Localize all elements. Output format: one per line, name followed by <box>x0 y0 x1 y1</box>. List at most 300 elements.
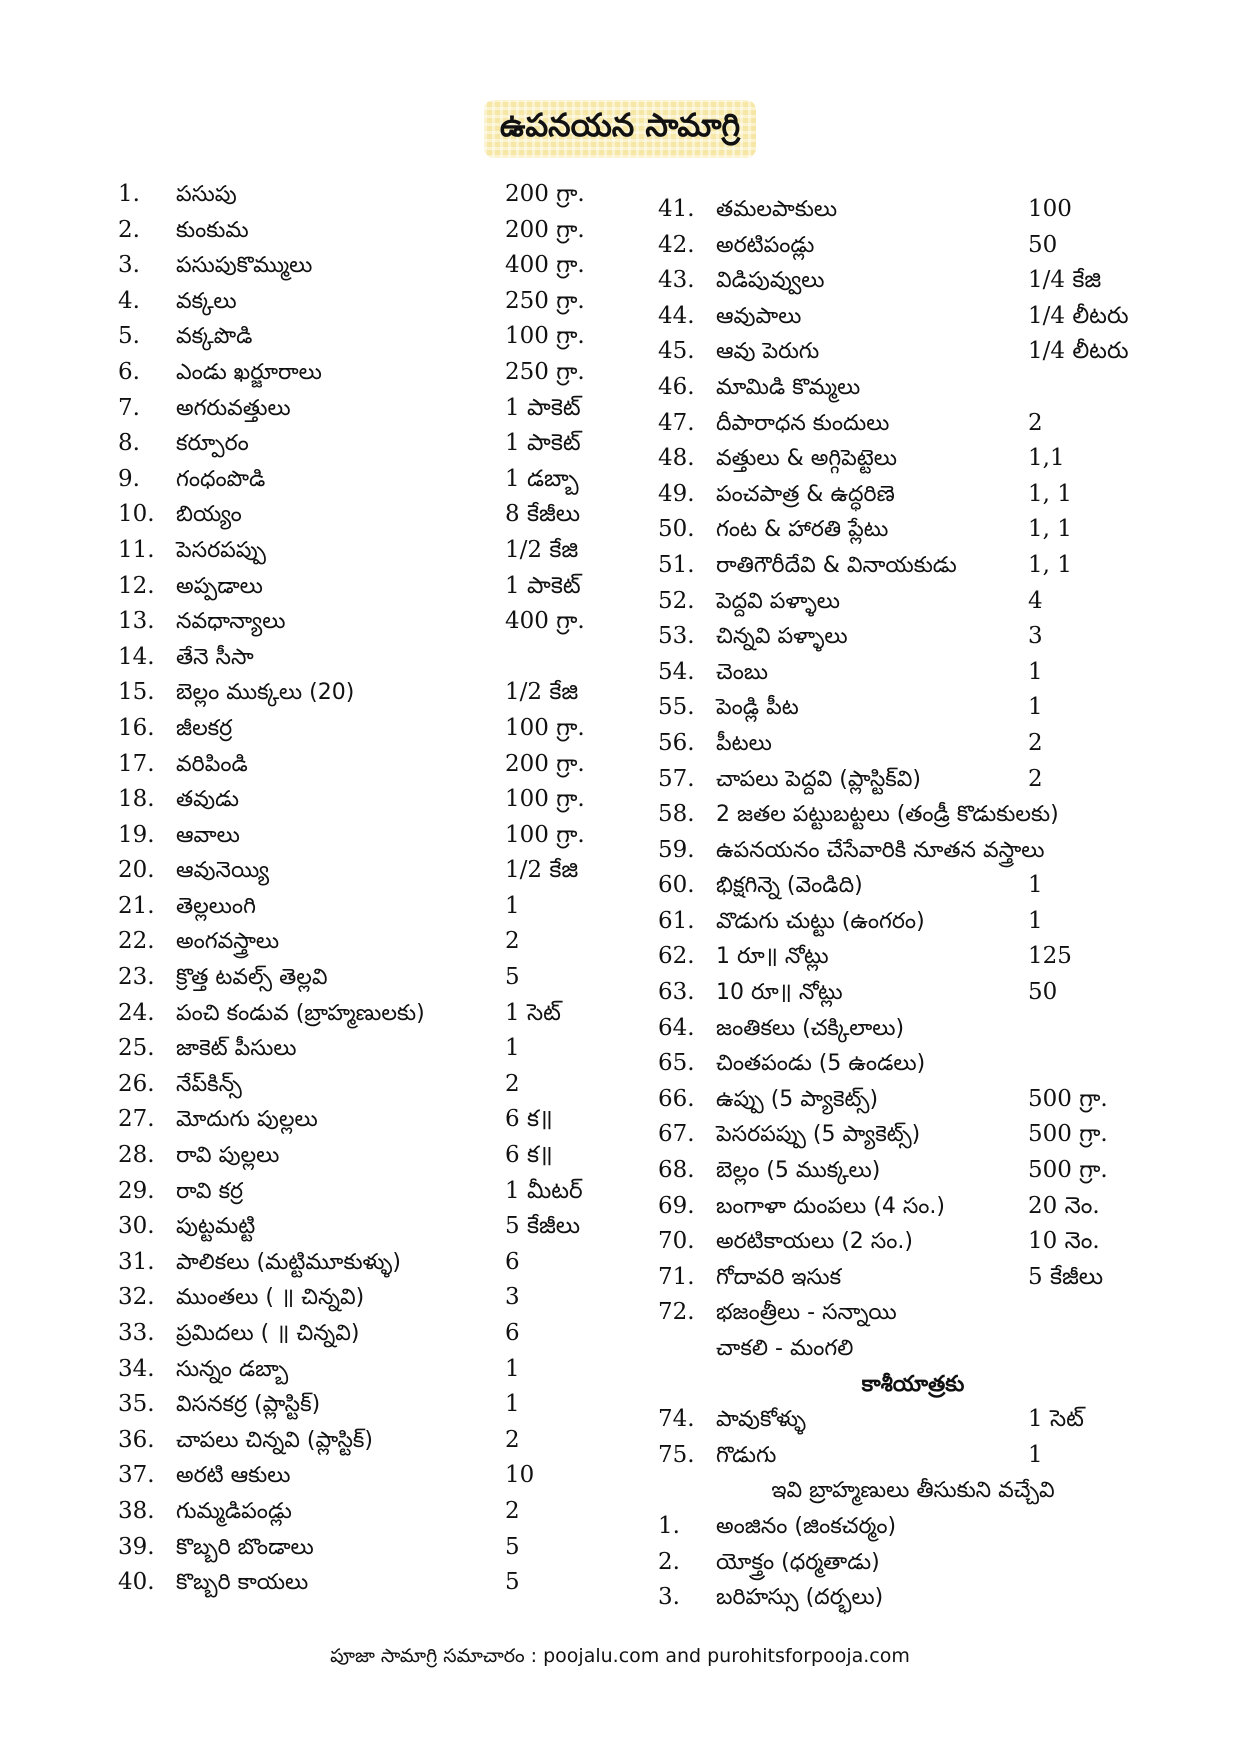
item-num: 6. <box>118 358 140 385</box>
item-name: భిక్షగిన్నె (వెండిది) <box>716 873 863 899</box>
item-num: 43. <box>658 267 695 294</box>
item-qty: 6 <box>505 1248 520 1275</box>
list-item <box>658 406 1168 442</box>
list-item <box>658 1580 1168 1616</box>
item-name: పీటలు <box>716 730 772 756</box>
item-name: జాకెట్ పీసులు <box>176 1036 297 1062</box>
item-num: 2. <box>118 216 140 243</box>
item-num: 63. <box>658 979 695 1006</box>
item-num: 11. <box>118 536 155 563</box>
item-name: జంతికలు (చక్కిలాలు) <box>716 1015 905 1041</box>
item-name: పసుపు <box>176 182 237 207</box>
item-qty: 2 <box>1028 409 1043 436</box>
list-item <box>118 1102 618 1138</box>
list-item <box>658 726 1168 762</box>
list-item <box>658 477 1168 513</box>
kasi-items <box>658 1402 1168 1473</box>
item-name: క్రొత్త టవల్స్ తెల్లవి <box>176 965 328 991</box>
item-name: చాపలు పెద్దవి (ప్లాస్టిక్‌వి) <box>716 766 921 792</box>
item-num: 47. <box>658 409 695 436</box>
item-name: కొబ్బరి కాయలు <box>176 1570 309 1596</box>
item-qty: 125 <box>1028 943 1072 970</box>
list-item <box>658 1046 1168 1082</box>
item-name: భజంత్రీలు - సన్నాయి <box>716 1300 897 1326</box>
list-item <box>658 1438 1168 1474</box>
list-item <box>658 1545 1168 1581</box>
item-name: గుమ్మడిపండ్లు <box>176 1498 292 1524</box>
item-qty: 100 <box>1028 196 1072 222</box>
item-num: 69. <box>658 1192 695 1219</box>
item-num: 38. <box>118 1497 155 1524</box>
item-name: చిన్నవి పళ్ళాలు <box>716 624 848 650</box>
item-name: తేనె సీసా <box>176 644 254 670</box>
item-name: మోదుగు పుల్లలు <box>176 1107 318 1133</box>
item-name: ఆవునెయ్యి <box>176 858 270 884</box>
item-num: 58. <box>658 801 695 828</box>
item-num: 15. <box>118 679 155 706</box>
list-item <box>658 1402 1168 1438</box>
item-num: 37. <box>118 1462 155 1489</box>
item-qty: 1 <box>1028 658 1043 685</box>
item-qty: 6 <box>505 1320 520 1346</box>
item-num: 48. <box>658 445 695 472</box>
list-item <box>658 1082 1168 1118</box>
item-num: 4. <box>118 287 140 314</box>
item-qty: 3 <box>505 1284 520 1311</box>
right-column-list <box>658 192 1168 1616</box>
list-item <box>118 319 618 355</box>
item-num: 64. <box>658 1014 695 1041</box>
item-qty: 1,1 <box>1028 445 1065 472</box>
list-item <box>118 1352 618 1388</box>
item-name: పసుపుకొమ్ములు <box>176 253 313 279</box>
item-qty: 1/2 కేజి <box>505 536 579 563</box>
item-qty: 500 గ్రా. <box>1028 1121 1108 1148</box>
item-name: ఉప్పు (5 ప్యాకెట్స్) <box>716 1086 879 1112</box>
list-item <box>658 1117 1168 1153</box>
list-item <box>658 619 1168 655</box>
list-item <box>118 996 618 1032</box>
list-item <box>118 1138 618 1174</box>
item-name: ఆవాలు <box>176 822 240 848</box>
item-qty: 2 <box>505 1070 520 1097</box>
list-item <box>658 192 1168 228</box>
item-qty: 1 పాకెట్ <box>505 430 581 457</box>
item-name: గంట & హారతి ప్లేటు <box>716 517 889 543</box>
item-qty: 100 గ్రా. <box>505 714 585 741</box>
list-item <box>118 1316 618 1352</box>
item-name: తమలపాకులు <box>716 197 838 222</box>
item-num: 40. <box>118 1569 155 1596</box>
list-item <box>658 1260 1168 1296</box>
item-qty: 1 <box>1028 907 1043 934</box>
item-qty: 1 <box>505 1355 520 1382</box>
kasi-heading: కాశీయాత్రకు <box>861 1371 965 1397</box>
list-item <box>658 904 1168 940</box>
item-qty: 200 గ్రా. <box>505 216 585 243</box>
item-name: యోక్త్రం (ధర్మతాడు) <box>716 1549 880 1575</box>
list-item <box>118 497 618 533</box>
item-num: 59. <box>658 836 695 863</box>
item-name: పుట్టమట్టి <box>176 1214 256 1240</box>
item-qty: 4 <box>1028 587 1043 614</box>
item-num: 1. <box>118 181 140 207</box>
item-num: 17. <box>118 750 155 777</box>
item-qty: 1 మీటర్ <box>505 1177 583 1204</box>
list-item <box>658 939 1168 975</box>
item-name: బంగాళా దుంపలు (4 సం.) <box>716 1193 945 1219</box>
item-num: 18. <box>118 786 155 813</box>
item-num: 51. <box>658 551 695 578</box>
item-name: పంచి కండువ (బ్రాహ్మణులకు) <box>176 1000 425 1026</box>
item-name: 2 జతల పట్టుబట్టలు (తండ్రీ కొడుకులకు) <box>716 802 1059 828</box>
list-item <box>118 1031 618 1067</box>
item-qty: 8 కేజీలు <box>505 501 581 528</box>
item-name: అంజినం (జింకచర్మం) <box>716 1513 897 1539</box>
item-qty: 1 <box>505 1035 520 1062</box>
list-item <box>118 924 618 960</box>
item-qty: 1/4 లీటరు <box>1028 302 1129 329</box>
item-name: ఆవుపాలు <box>716 303 802 329</box>
item-name: అంగవస్త్రాలు <box>176 929 280 955</box>
list-item <box>658 655 1168 691</box>
item-num: 34. <box>118 1355 155 1382</box>
list-item <box>118 1423 618 1459</box>
item-name: పెద్దవి పళ్ళాలు <box>716 588 840 614</box>
item-num: 75. <box>658 1441 695 1468</box>
list-item <box>118 782 618 818</box>
item-name: తవుడు <box>176 787 239 813</box>
list-item <box>118 1245 618 1281</box>
item-num: 13. <box>118 608 155 635</box>
list-item <box>658 1011 1168 1047</box>
item-name: పెసరపప్పు <box>176 537 266 563</box>
list-item <box>118 248 618 284</box>
list-item <box>658 1295 1168 1331</box>
list-item <box>118 1280 618 1316</box>
left-column-list <box>118 177 618 1601</box>
right-items <box>658 192 1168 1367</box>
item-name: బియ్యం <box>176 502 242 528</box>
item-qty: 400 గ్రా. <box>505 608 585 635</box>
item-name: కుంకుమ <box>176 217 249 243</box>
brahmin-note: ఇవి బ్రాహ్మణులు తీసుకుని వచ్చేవి <box>771 1478 1055 1504</box>
item-name: రావి కర్ర <box>176 1178 244 1204</box>
item-qty: 1 పాకెట్ <box>505 394 581 421</box>
list-item <box>118 747 618 783</box>
item-num: 22. <box>118 928 155 955</box>
item-num: 25. <box>118 1035 155 1062</box>
list-item <box>118 1565 618 1601</box>
item-name: వత్తులు & అగ్గిపెట్టెలు <box>716 446 897 472</box>
list-item <box>118 960 618 996</box>
item-name: విడిపువ్వులు <box>716 268 825 294</box>
item-num: 28. <box>118 1142 155 1169</box>
item-num: 33. <box>118 1320 155 1346</box>
item-num: 52. <box>658 587 695 614</box>
list-item <box>658 1509 1168 1545</box>
item-qty: 2 <box>505 928 520 955</box>
item-qty: 1, 1 <box>1028 551 1072 578</box>
item-qty: 250 గ్రా. <box>505 358 585 385</box>
item-num: 46. <box>658 373 695 400</box>
item-qty: 5 <box>505 964 520 991</box>
item-num: 60. <box>658 872 695 899</box>
item-name: రావి పుల్లలు <box>176 1143 280 1169</box>
list-item <box>118 640 618 676</box>
list-item <box>118 1209 618 1245</box>
item-qty: 3 <box>1028 623 1043 650</box>
item-num: 14. <box>118 643 155 670</box>
item-qty: 250 గ్రా. <box>505 287 585 314</box>
item-num: 35. <box>118 1391 155 1418</box>
list-item <box>118 391 618 427</box>
list-item <box>658 1331 1168 1367</box>
item-qty: 50 <box>1028 979 1058 1006</box>
list-item <box>118 1530 618 1566</box>
item-qty: 1 <box>1028 694 1043 721</box>
item-name: బరిహస్సు (దర్భలు) <box>716 1585 884 1611</box>
item-qty: 1 <box>1028 1441 1043 1468</box>
item-name: బెల్లం ముక్కలు (20) <box>176 680 355 706</box>
list-item <box>658 263 1168 299</box>
list-item <box>658 797 1168 833</box>
item-num: 20. <box>118 857 155 884</box>
list-item <box>658 833 1168 869</box>
item-name: అరటి ఆకులు <box>176 1463 291 1489</box>
item-name: ఉపనయనం చేసేవారికి నూతన వస్త్రాలు <box>716 837 1045 863</box>
item-qty: 200 గ్రా. <box>505 750 585 777</box>
item-name: నేప్‌కిన్స్ <box>176 1071 242 1097</box>
item-name: దీపారాధన కుందులు <box>716 410 890 436</box>
item-qty: 20 నెం. <box>1028 1192 1100 1219</box>
item-name: పెండ్లి పీట <box>716 695 799 721</box>
item-name: సున్నం డబ్బా <box>176 1356 289 1382</box>
item-qty: 1 డబ్బా <box>505 465 579 492</box>
item-num: 65. <box>658 1050 695 1077</box>
item-name: వరిపిండి <box>176 751 248 777</box>
item-name: ముంతలు ( ॥ చిన్నవి) <box>176 1285 365 1311</box>
list-item <box>118 284 618 320</box>
list-item <box>658 868 1168 904</box>
item-qty: 200 గ్రా. <box>505 181 585 207</box>
item-qty: 2 <box>1028 729 1043 756</box>
item-num: 8. <box>118 430 140 457</box>
item-qty: 500 గ్రా. <box>1028 1085 1108 1112</box>
list-item <box>658 975 1168 1011</box>
item-name: చెంబు <box>716 659 768 685</box>
item-name: బెల్లం (5 ముక్కలు) <box>716 1158 881 1184</box>
list-item <box>118 426 618 462</box>
list-item <box>658 441 1168 477</box>
item-num: 32. <box>118 1284 155 1311</box>
item-num: 12. <box>118 572 155 599</box>
item-qty: 10 <box>505 1462 535 1489</box>
item-num: 27. <box>118 1106 155 1133</box>
item-name: విసనకర్ర (ప్లాస్టిక్) <box>176 1392 321 1418</box>
list-item <box>118 604 618 640</box>
list-item <box>658 228 1168 264</box>
list-item <box>658 1153 1168 1189</box>
item-qty: 1 <box>505 892 520 919</box>
item-name: జీలకర్ర <box>176 715 233 741</box>
item-num: 3. <box>118 252 140 279</box>
list-item <box>118 1174 618 1210</box>
item-num: 16. <box>118 714 155 741</box>
list-item <box>658 1189 1168 1225</box>
item-num: 26. <box>118 1070 155 1097</box>
item-num: 55. <box>658 694 695 721</box>
item-name: గోదావరి ఇసుక <box>716 1264 842 1290</box>
item-qty: 1 <box>505 1391 520 1418</box>
item-num: 54. <box>658 658 695 685</box>
brahmin-items <box>658 1509 1168 1616</box>
item-num: 1. <box>658 1512 680 1539</box>
item-qty: 10 నెం. <box>1028 1228 1100 1255</box>
item-qty: 1 సెట్ <box>1028 1406 1084 1433</box>
item-num: 71. <box>658 1263 695 1290</box>
item-name: 1 రూ॥ నోట్లు <box>716 944 829 970</box>
item-num: 29. <box>118 1177 155 1204</box>
item-name: వక్కలు <box>176 288 237 314</box>
item-name: పెసరపప్పు (5 ప్యాకెట్స్) <box>716 1122 921 1148</box>
item-name: ఆవు పెరుగు <box>716 339 820 365</box>
list-item <box>118 853 618 889</box>
list-item <box>118 1067 618 1103</box>
item-num: 41. <box>658 196 695 222</box>
item-name: అరటికాయలు (2 సం.) <box>716 1229 913 1255</box>
list-item <box>118 818 618 854</box>
item-name: పంచపాత్ర & ఉద్ధరిణె <box>716 481 895 507</box>
item-name: 10 రూ॥ నోట్లు <box>716 980 843 1006</box>
item-name: అగరువత్తులు <box>176 395 291 421</box>
item-qty: 1 పాకెట్ <box>505 572 581 599</box>
list-item <box>658 762 1168 798</box>
item-num: 42. <box>658 231 695 258</box>
item-num: 66. <box>658 1085 695 1112</box>
item-qty: 100 గ్రా. <box>505 323 585 350</box>
list-item <box>658 548 1168 584</box>
item-qty: 5 <box>505 1569 520 1596</box>
list-item <box>118 1387 618 1423</box>
item-num: 24. <box>118 999 155 1026</box>
item-num: 31. <box>118 1248 155 1275</box>
item-num: 61. <box>658 907 695 934</box>
list-item <box>118 889 618 925</box>
item-num: 7. <box>118 394 140 421</box>
item-qty: 1, 1 <box>1028 516 1072 543</box>
item-name: వక్కపొడి <box>176 324 253 350</box>
item-qty: 1/4 కేజి <box>1028 267 1102 294</box>
item-num: 49. <box>658 480 695 507</box>
title-area <box>0 100 1240 158</box>
item-num: 57. <box>658 765 695 792</box>
item-qty: 6 క॥ <box>505 1106 553 1133</box>
item-qty: 1, 1 <box>1028 480 1072 507</box>
item-qty: 100 గ్రా. <box>505 821 585 848</box>
item-num: 39. <box>118 1533 155 1560</box>
list-item <box>658 690 1168 726</box>
list-item <box>118 177 618 213</box>
item-num: 70. <box>658 1228 695 1255</box>
item-qty: 50 <box>1028 231 1058 258</box>
list-item <box>658 1224 1168 1260</box>
item-qty: 6 క॥ <box>505 1142 553 1169</box>
list-item <box>658 370 1168 406</box>
item-qty: 1 <box>1028 872 1043 899</box>
item-num: 53. <box>658 623 695 650</box>
list-item <box>658 334 1168 370</box>
item-qty: 2 <box>505 1497 520 1524</box>
list-item <box>118 1458 618 1494</box>
item-name: పావుకోళ్ళు <box>716 1407 806 1433</box>
item-num: 23. <box>118 964 155 991</box>
item-num: 68. <box>658 1157 695 1184</box>
item-name: పాలికలు (మట్టిమూకుళ్ళు) <box>176 1249 401 1275</box>
item-num: 9. <box>118 465 140 492</box>
item-name: గంధంపొడి <box>176 466 266 492</box>
item-name: చాకలి - మంగలి <box>716 1336 854 1361</box>
item-qty: 1/2 కేజి <box>505 857 579 884</box>
page-title: ఉపనయన సామాగ్రి <box>484 100 756 158</box>
item-num: 56. <box>658 729 695 756</box>
list-item <box>118 462 618 498</box>
item-name: వొడుగు చుట్టు (ఉంగరం) <box>716 908 925 934</box>
item-num: 67. <box>658 1121 695 1148</box>
item-qty: 2 <box>505 1426 520 1453</box>
item-name: నవధాన్యాలు <box>176 609 286 635</box>
list-item <box>118 355 618 391</box>
item-num: 30. <box>118 1213 155 1240</box>
list-item <box>118 1494 618 1530</box>
item-name: మామిడి కొమ్మలు <box>716 374 861 400</box>
item-name: గొడుగు <box>716 1442 777 1468</box>
item-qty: 100 గ్రా. <box>505 786 585 813</box>
item-name: రాతిగౌరీదేవి & వినాయకుడు <box>716 552 957 578</box>
item-num: 5. <box>118 323 140 350</box>
list-item <box>658 584 1168 620</box>
item-name: ప్రమిదలు ( ॥ చిన్నవి) <box>176 1321 360 1346</box>
item-num: 74. <box>658 1406 695 1433</box>
list-item <box>118 711 618 747</box>
list-item <box>118 675 618 711</box>
item-num: 10. <box>118 501 155 528</box>
item-name: కర్పూరం <box>176 431 249 457</box>
list-item <box>658 299 1168 335</box>
item-num: 21. <box>118 892 155 919</box>
item-num: 3. <box>658 1584 680 1611</box>
list-item <box>118 569 618 605</box>
list-item <box>118 213 618 249</box>
item-qty: 2 <box>1028 765 1043 792</box>
item-num: 45. <box>658 338 695 365</box>
list-item <box>658 512 1168 548</box>
item-num: 62. <box>658 943 695 970</box>
list-item <box>118 533 618 569</box>
item-num: 19. <box>118 821 155 848</box>
item-qty: 500 గ్రా. <box>1028 1157 1108 1184</box>
footer-text: పూజా సామాగ్రి సమాచారం : poojalu.com and purohitsforpooja.com <box>330 1645 910 1667</box>
item-name: చింతపండు (5 ఉండలు) <box>716 1051 926 1077</box>
item-num: 2. <box>658 1548 680 1575</box>
item-name: కొబ్బరి బొండాలు <box>176 1534 314 1560</box>
item-qty: 1/4 లీటరు <box>1028 338 1129 365</box>
item-name: అరటిపండ్లు <box>716 232 815 258</box>
item-name: అప్పడాలు <box>176 573 263 599</box>
item-num: 36. <box>118 1426 155 1453</box>
item-qty: 1/2 కేజి <box>505 679 579 706</box>
item-qty: 5 కేజీలు <box>505 1213 581 1240</box>
